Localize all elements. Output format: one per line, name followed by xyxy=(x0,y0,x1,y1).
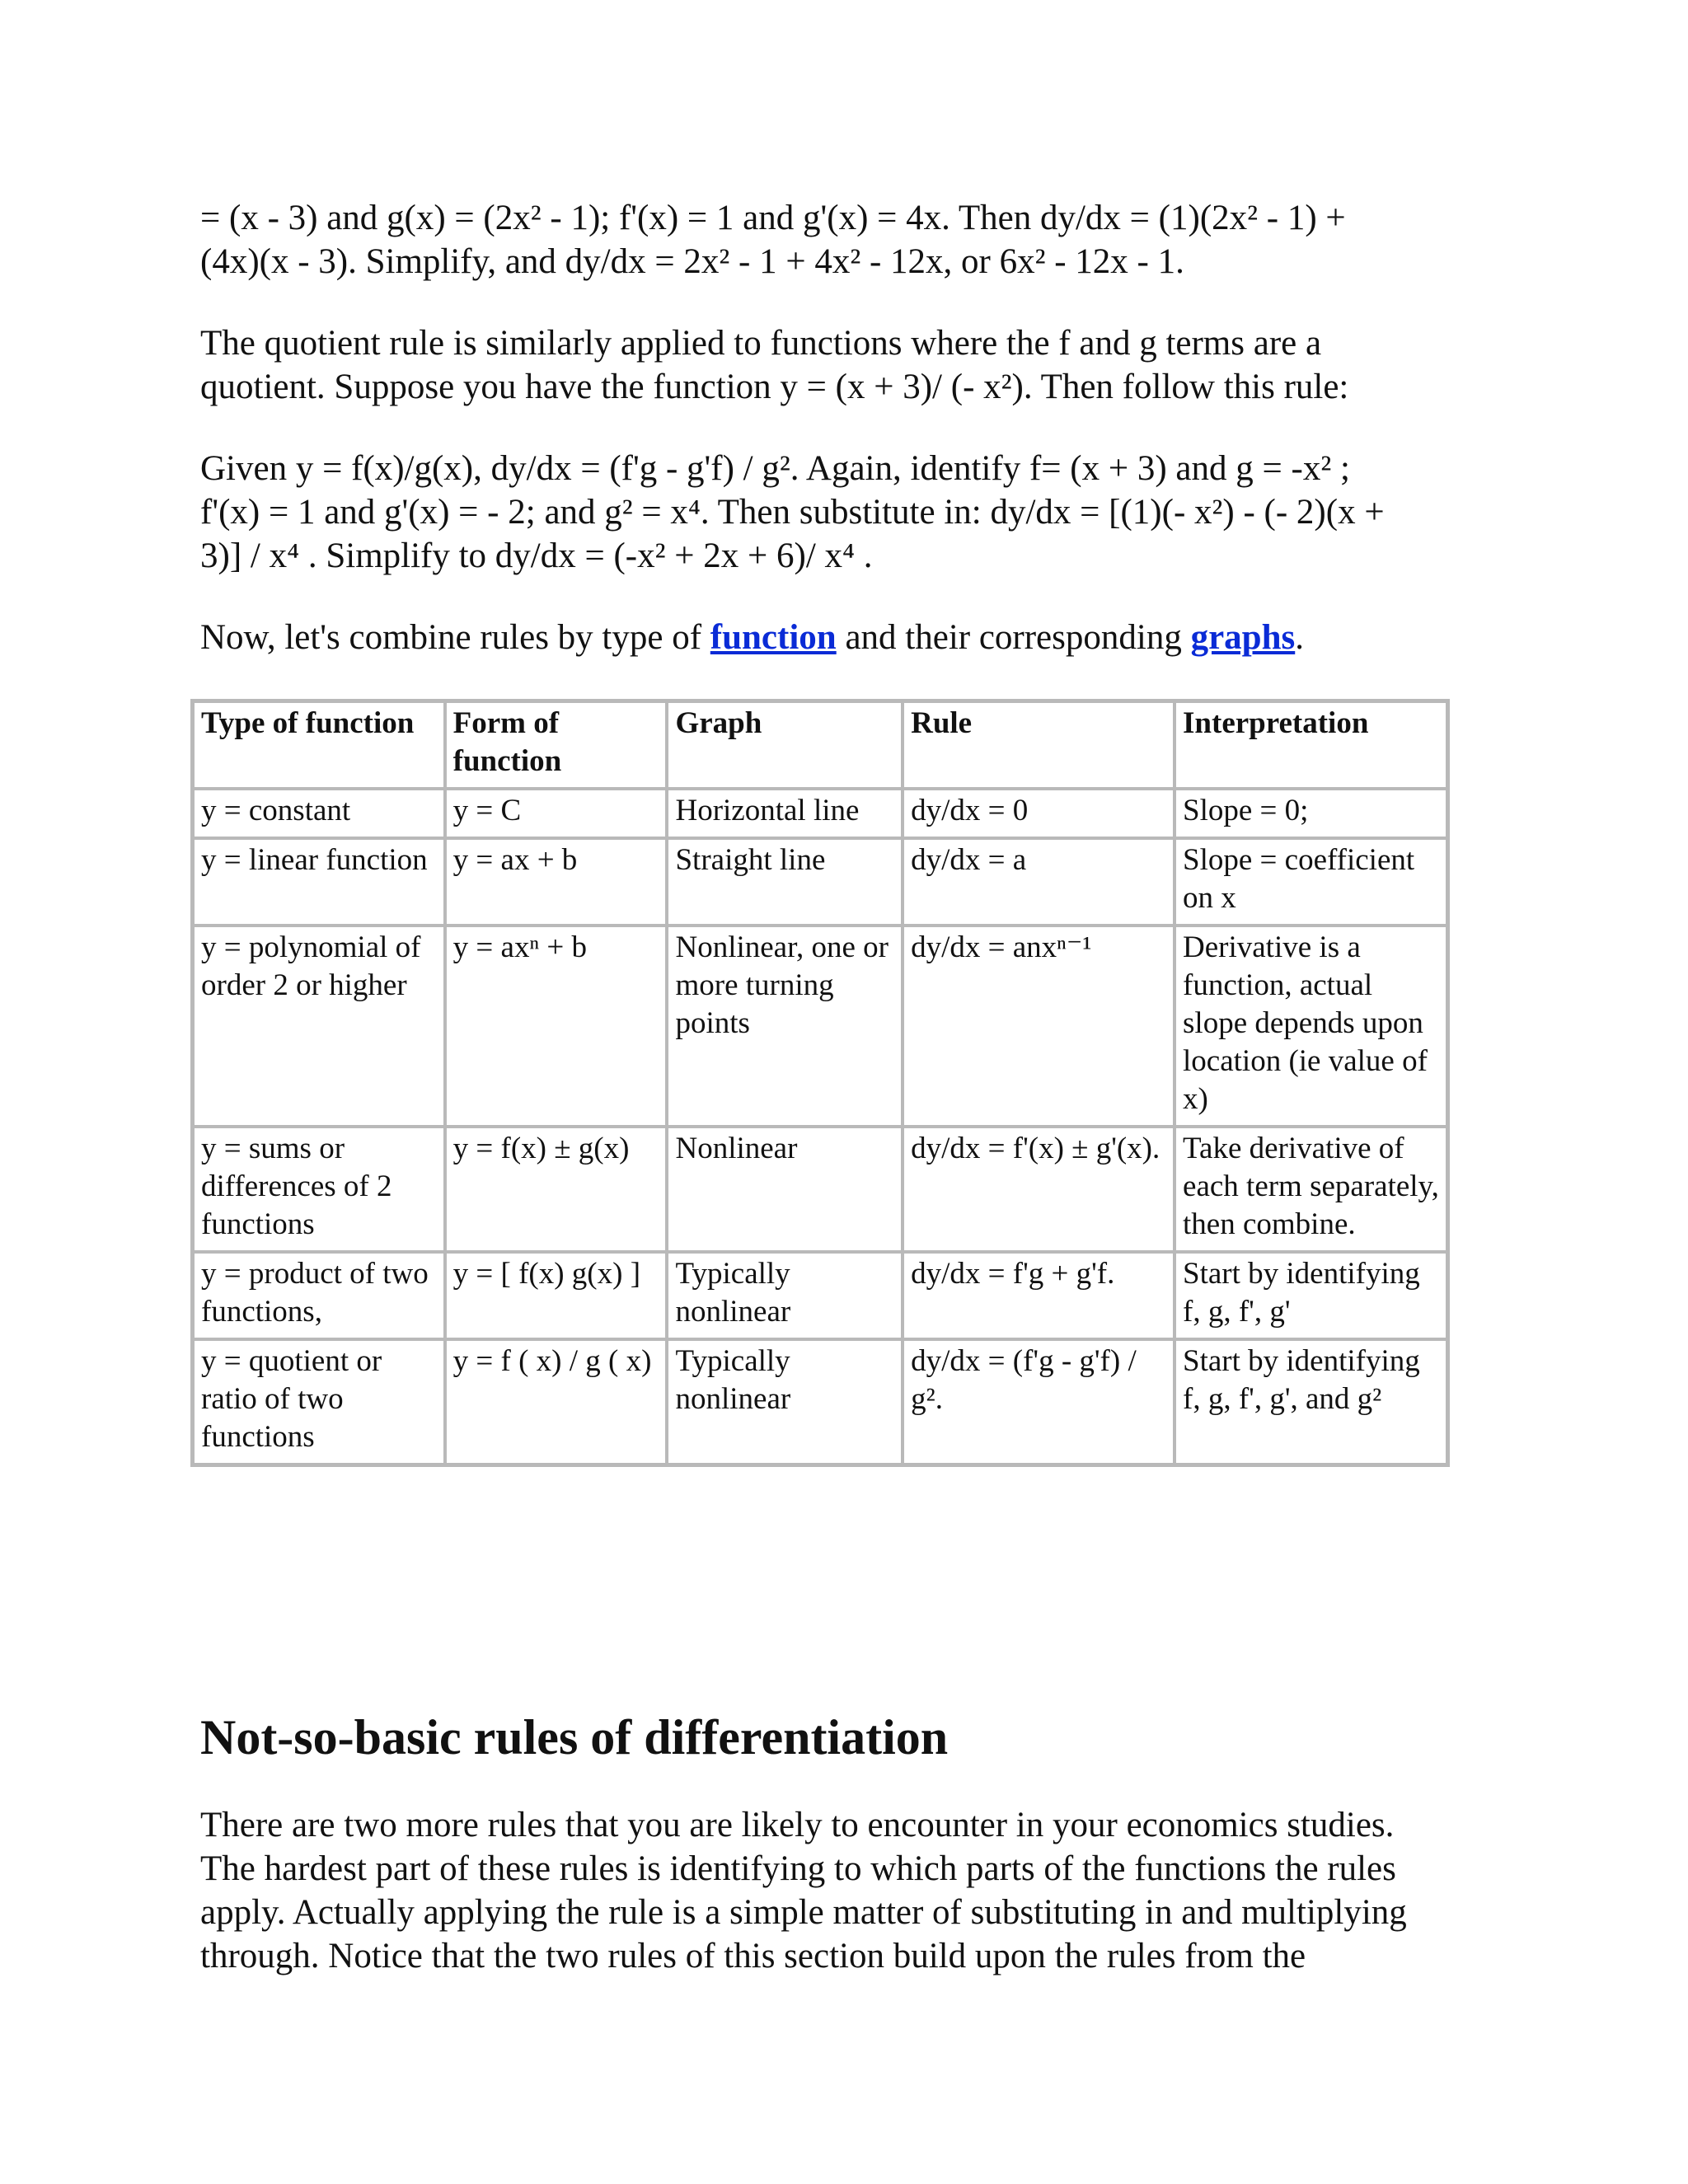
differentiation-rules-table xyxy=(190,699,1450,1467)
table-cell: Typically nonlinear xyxy=(667,1339,903,1465)
table-cell: dy/dx = f'(x) ± g'(x). xyxy=(903,1127,1175,1252)
table-cell: y = f(x) ± g(x) xyxy=(445,1127,668,1252)
table-row xyxy=(193,926,1447,1127)
table-cell: y = [ f(x) g(x) ] xyxy=(445,1252,668,1339)
table-header-row xyxy=(193,701,1447,789)
text-line: f'(x) = 1 and g'(x) = - 2; and g² = x⁴. Then substitute in: dy/dx = [(1)(- x²) - (- 2)(x + xyxy=(200,493,1385,532)
page-body xyxy=(200,196,1486,659)
text-line: Given y = f(x)/g(x), dy/dx = (f'g - g'f) / g². Again, identify f= (x + 3) and g = -x² ; xyxy=(200,449,1350,488)
table-cell: y = product of two functions, xyxy=(193,1252,445,1339)
text-line: apply. Actually applying the rule is a simple matter of substituting in and multiplying xyxy=(200,1893,1407,1932)
table-row xyxy=(193,1339,1447,1465)
table-cell: y = linear function xyxy=(193,838,445,926)
table-cell: Start by identifying f, g, f', g', and g² xyxy=(1175,1339,1447,1465)
table-row xyxy=(193,1127,1447,1252)
table-cell: Nonlinear xyxy=(667,1127,903,1252)
table-row xyxy=(193,838,1447,926)
quotient-rule-example-paragraph xyxy=(200,447,1486,578)
header-rule: Rule xyxy=(903,701,1175,789)
table-cell: Slope = 0; xyxy=(1175,789,1447,838)
text-line: quotient. Suppose you have the function y = (x + 3)/ (- x²). Then follow this rule: xyxy=(200,368,1349,406)
text-line: There are two more rules that you are likely to encounter in your economics studies. xyxy=(200,1806,1395,1844)
text-line: The quotient rule is similarly applied to functions where the f and g terms are a xyxy=(200,324,1322,363)
table-cell: y = ax + b xyxy=(445,838,668,926)
product-rule-example-paragraph xyxy=(200,196,1486,284)
table-cell: dy/dx = (f'g - g'f) / g². xyxy=(903,1339,1175,1465)
table-cell: Typically nonlinear xyxy=(667,1252,903,1339)
table-cell: dy/dx = f'g + g'f. xyxy=(903,1252,1175,1339)
table-cell: y = f ( x) / g ( x) xyxy=(445,1339,668,1465)
table-cell: Start by identifying f, g, f', g' xyxy=(1175,1252,1447,1339)
text-line: (4x)(x - 3). Simplify, and dy/dx = 2x² - 1 + 4x² - 12x, or 6x² - 12x - 1. xyxy=(200,242,1184,281)
table-cell: y = sums or differences of 2 functions xyxy=(193,1127,445,1252)
table-cell: Straight line xyxy=(667,838,903,926)
header-graph: Graph xyxy=(667,701,903,789)
table-row xyxy=(193,789,1447,838)
table-cell: dy/dx = a xyxy=(903,838,1175,926)
graphs-link[interactable]: graphs xyxy=(1190,618,1296,657)
text-line: through. Notice that the two rules of this section build upon the rules from the xyxy=(200,1937,1306,1975)
table-cell: Horizontal line xyxy=(667,789,903,838)
table-cell: Slope = coefficient on x xyxy=(1175,838,1447,926)
quotient-rule-intro-paragraph xyxy=(200,321,1486,409)
section-paragraph xyxy=(200,1803,1503,1978)
header-form-of-function: Form of function xyxy=(445,701,668,789)
table-cell: y = quotient or ratio of two functions xyxy=(193,1339,445,1465)
text-line: 3)] / x⁴ . Simplify to dy/dx = (-x² + 2x + 6)/ x⁴ . xyxy=(200,537,873,575)
table-cell: y = C xyxy=(445,789,668,838)
function-link[interactable]: function xyxy=(710,618,837,657)
table-cell: Derivative is a function, actual slope depends upon location (ie value of x) xyxy=(1175,926,1447,1127)
text-run: and their corresponding xyxy=(836,618,1191,657)
text-run: Now, let's combine rules by type of xyxy=(200,618,710,657)
table-cell: Nonlinear, one or more turning points xyxy=(667,926,903,1127)
table-cell: dy/dx = 0 xyxy=(903,789,1175,838)
text-line: = (x - 3) and g(x) = (2x² - 1); f'(x) = 1 and g'(x) = 4x. Then dy/dx = (1)(2x² - 1) + xyxy=(200,199,1346,237)
table-row xyxy=(193,1252,1447,1339)
table-cell: dy/dx = anxⁿ⁻¹ xyxy=(903,926,1175,1127)
text-line: The hardest part of these rules is identifying to which parts of the functions the rules xyxy=(200,1849,1396,1888)
combine-rules-paragraph xyxy=(200,616,1486,659)
header-interpretation: Interpretation xyxy=(1175,701,1447,789)
table-cell: y = axⁿ + b xyxy=(445,926,668,1127)
table-cell: y = polynomial of order 2 or higher xyxy=(193,926,445,1127)
table-cell: Take derivative of each term separately, then combine. xyxy=(1175,1127,1447,1252)
text-run: . xyxy=(1295,618,1304,657)
table-cell: y = constant xyxy=(193,789,445,838)
header-type-of-function: Type of function xyxy=(193,701,445,789)
section-heading: Not-so-basic rules of differentiation xyxy=(200,1710,949,1765)
